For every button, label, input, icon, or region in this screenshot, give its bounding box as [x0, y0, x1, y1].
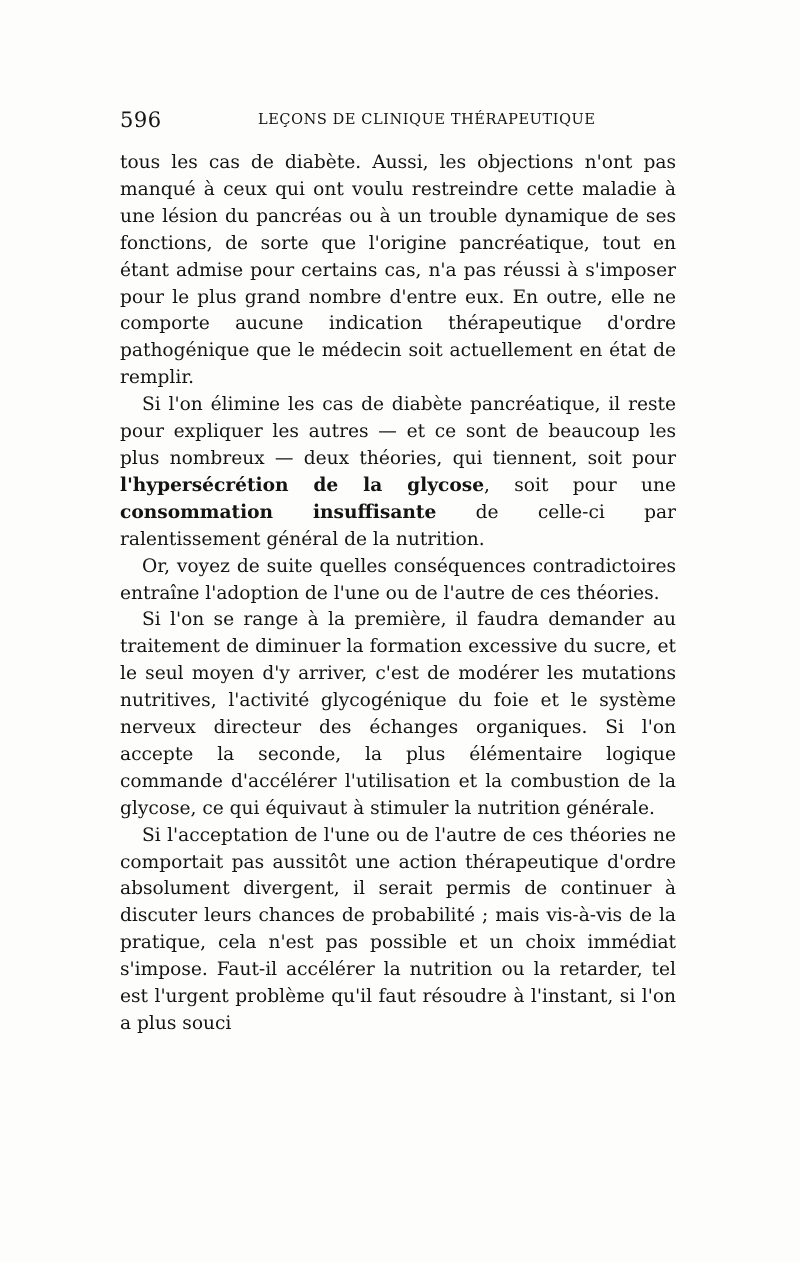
paragraph-theories-middle: , soit pour une	[484, 474, 676, 496]
paragraph-consequences: Or, voyez de suite quelles conséquences contradictoires entraîne l'adoption de l'une ou de l'autre de ces théories.	[120, 555, 676, 604]
page-number: 596	[120, 108, 162, 132]
paragraph-continued: tous les cas de diabète. Aussi, les objections n'ont pas manqué à ceux qui ont voulu restreindre cette maladie à une lésion du pancréas ou à un trouble dynamique de ses fonctions, de sorte que l'origine pancréatique, tout en étant admise pour certains cas, n'a pas réussi à s'imposer pour le plus grand nombre d'entre eux. En outre, elle ne comporte aucune indication thérapeutique d'ordre pathogénique que le médecin soit actuellement en état de remplir.	[120, 152, 676, 389]
paragraph-theories-lead: Si l'on élimine les cas de diabète pancréatique, il reste pour expliquer les autres — et ce sont de beaucoup les plus nombreux — deux théories, qui tiennent, soit pour	[120, 394, 676, 469]
bold-term-consommation: consommation insuffisante	[120, 501, 437, 523]
paragraph-theories	[120, 392, 676, 553]
paragraph-first-theory: Si l'on se range à la première, il faudra demander au traitement de diminuer la formation excessive du sucre, et le seul moyen d'y arriver, c'est de modérer les mutations nutritives, l'activité glycogénique du foie et le système nerveux directeur des échanges organiques. Si l'on accepte la seconde, la plus élémentaire logique commande d'accélérer l'utilisation et la combustion de la glycose, ce qui équivaut à stimuler la nutrition générale.	[120, 609, 676, 819]
paragraph-theories-end: de celle-ci par ralentissement général de la nutrition.	[120, 501, 676, 550]
page-header	[120, 108, 680, 138]
body-text	[120, 150, 676, 1038]
bold-term-hypersecretion: l'hypersécrétion de la glycose	[120, 474, 485, 496]
running-title: LEÇONS DE CLINIQUE THÉRAPEUTIQUE	[258, 112, 596, 128]
paragraph-acceptation: Si l'acceptation de l'une ou de l'autre de ces théories ne comportait pas aussitôt une action thérapeutique d'ordre absolument divergent, il serait permis de continuer à discuter leurs chances de probabilité ; mais vis-à-vis de la pratique, cela n'est pas possible et un choix immédiat s'impose. Faut-il accélérer la nutrition ou la retarder, tel est l'urgent problème qu'il faut résoudre à l'instant, si l'on a plus souci	[120, 824, 676, 1034]
